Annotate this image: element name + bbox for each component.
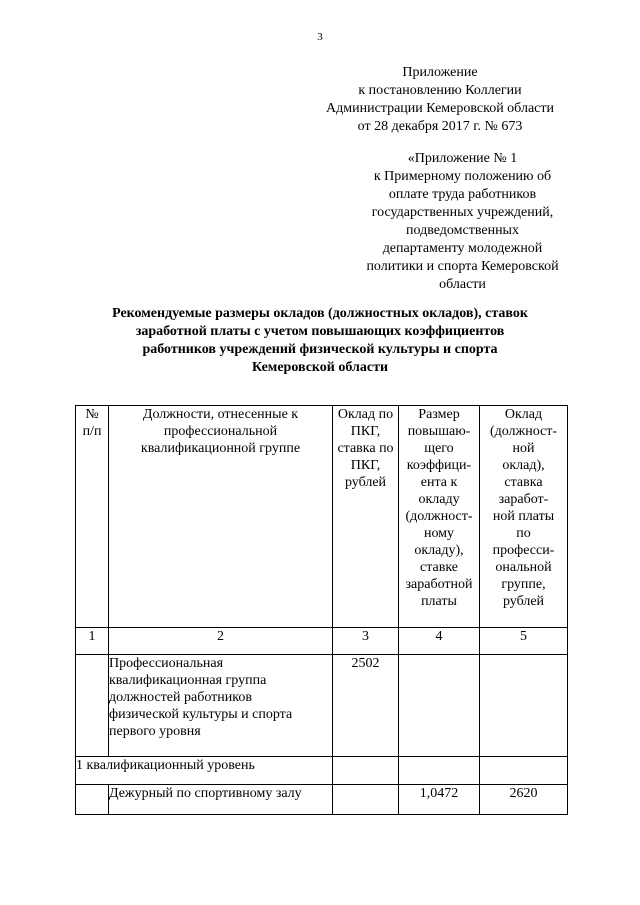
table-row-level — [76, 757, 568, 785]
title-line: Кемеровской области — [251, 360, 389, 375]
column-number: 1 — [76, 628, 109, 655]
annex-1-heading — [345, 150, 580, 294]
header-coefficient: Размер повышаю- щего коэффици- ента к окладу (должност- ному окладу), ставке заработной платы — [399, 406, 480, 628]
header-number: № п/п — [76, 406, 109, 628]
annex-1-line: к Примерному положению об — [373, 169, 552, 184]
header-positions: Должности, отнесенные к профессиональной квалификационной группе — [109, 406, 333, 628]
annex-1-line: государственных учреждений, — [371, 205, 554, 220]
qualification-level: 1 квалификационный уровень — [76, 757, 333, 785]
pkg-group-name: Профессиональная квалификационная группа должностей работников физической культуры и спорта первого уровня — [109, 655, 333, 757]
table-cell — [333, 757, 399, 785]
annex-line: Приложение — [402, 65, 478, 80]
column-numbers-row — [76, 628, 568, 655]
title-line: заработной платы с учетом повышающих коэффициентов — [135, 324, 505, 339]
annex-1-line: политики и спорта Кемеровской — [366, 259, 559, 274]
title-line: работников учреждений физической культуры и спорта — [142, 342, 498, 357]
position-coefficient: 1,0472 — [399, 785, 480, 815]
annex-1-line: «Приложение № 1 — [407, 151, 518, 166]
column-number: 3 — [333, 628, 399, 655]
column-number: 5 — [480, 628, 568, 655]
annex-heading — [300, 64, 580, 136]
column-number: 2 — [109, 628, 333, 655]
table-cell — [76, 785, 109, 815]
page-number: 3 — [317, 31, 323, 43]
table-cell — [399, 655, 480, 757]
table-cell — [480, 655, 568, 757]
annex-1-line: оплате труда работников — [388, 187, 537, 202]
table-row-position — [76, 785, 568, 815]
table-cell — [76, 655, 109, 757]
table-cell — [333, 785, 399, 815]
table-cell — [480, 757, 568, 785]
column-number: 4 — [399, 628, 480, 655]
table-cell — [399, 757, 480, 785]
header-pkg-salary: Оклад по ПКГ, ставка по ПКГ, рублей — [333, 406, 399, 628]
annex-line: к постановлению Коллегии — [358, 83, 522, 98]
header-salary: Оклад (должност- ной оклад), ставка заработ- ной платы по професси- ональной группе, рублей — [480, 406, 568, 628]
annex-1-line: департаменту молодежной — [382, 241, 543, 256]
position-name: Дежурный по спортивному залу — [109, 785, 333, 815]
pkg-group-salary: 2502 — [333, 655, 399, 757]
table-header-row — [76, 406, 568, 628]
document-title — [60, 305, 580, 377]
table-row-pkg — [76, 655, 568, 757]
annex-1-line: области — [439, 277, 486, 292]
position-salary: 2620 — [480, 785, 568, 815]
salary-table — [75, 405, 568, 815]
annex-line: Администрации Кемеровской области — [326, 101, 554, 116]
annex-line: от 28 декабря 2017 г. № 673 — [357, 119, 523, 134]
title-line: Рекомендуемые размеры окладов (должностных окладов), ставок — [112, 306, 528, 321]
annex-1-line: подведомственных — [406, 223, 519, 238]
